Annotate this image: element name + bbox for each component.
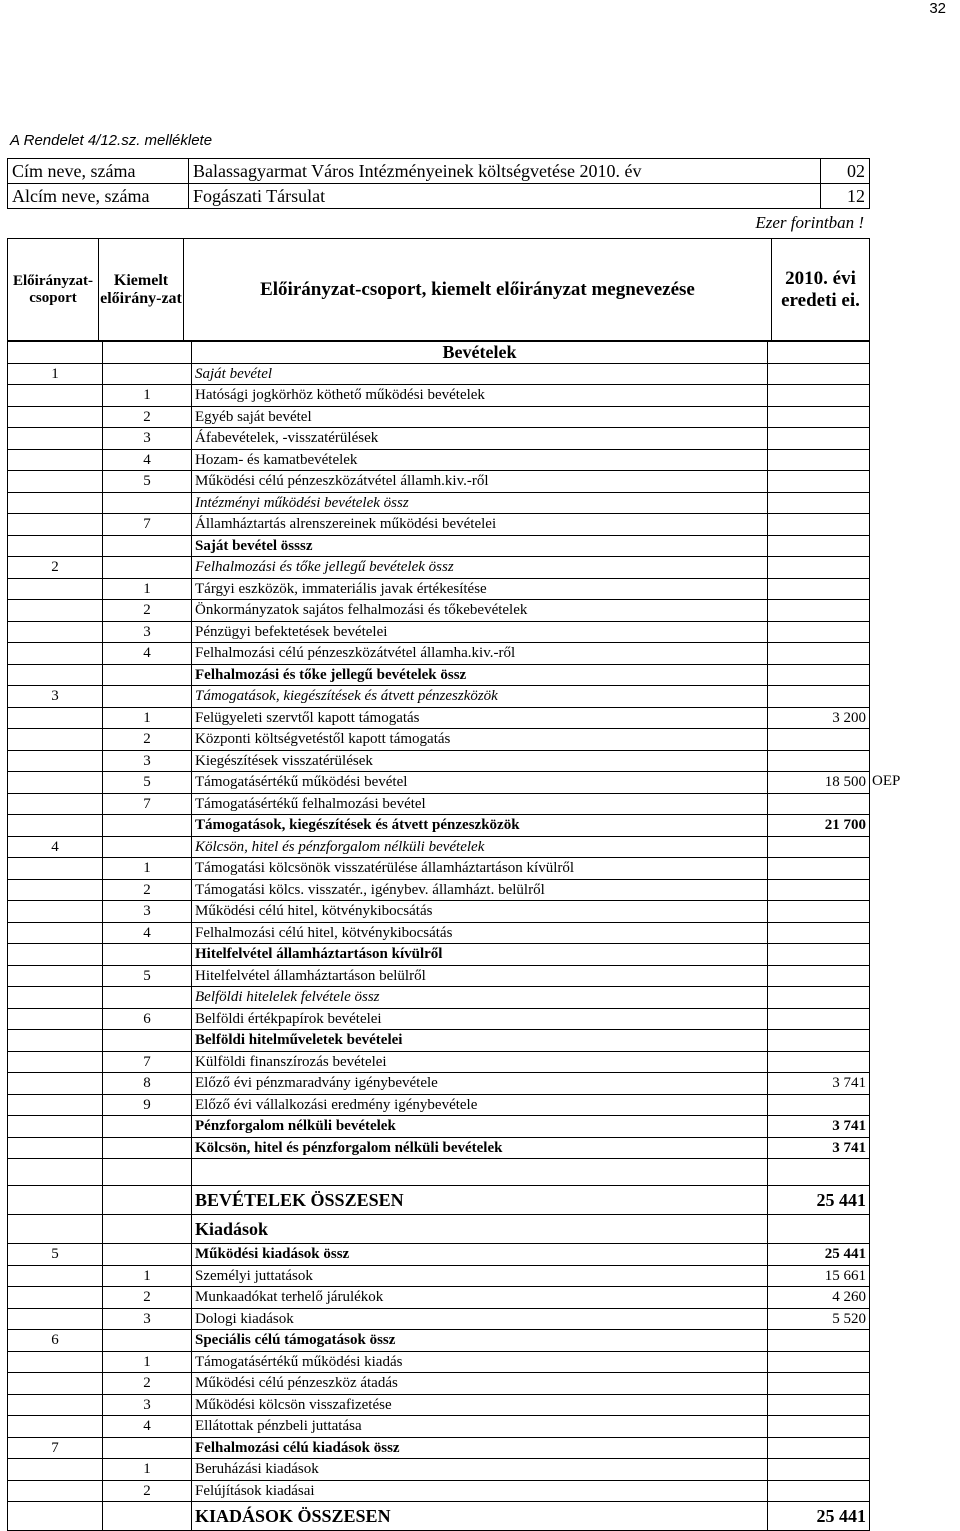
amount-cell: 15 661 [768,1265,870,1287]
name-cell: Működési kölcsön visszafizetése [192,1394,768,1416]
amount-cell [768,1416,870,1438]
group-cell [8,1308,103,1330]
group-cell [8,944,103,966]
group-cell [8,449,103,471]
table-row [8,987,870,1009]
group-cell [8,858,103,880]
highlighted-cell [103,836,192,858]
group-cell [8,578,103,600]
name-cell: Tárgyi eszközök, immateriális javak értékesítése [192,578,768,600]
name-cell: Hitelfelvétel államháztartáson belülről [192,965,768,987]
amount-cell [768,1394,870,1416]
amount-cell [768,987,870,1009]
group-cell: 4 [8,836,103,858]
name-cell: Saját bevétel [192,363,768,385]
name-cell: Felújítások kiadásai [192,1480,768,1502]
highlighted-cell: 7 [103,514,192,536]
group-cell [8,1265,103,1287]
highlighted-cell: 1 [103,578,192,600]
amount-cell [768,492,870,514]
table-row [8,1116,870,1138]
table-row [8,879,870,901]
group-cell [8,1008,103,1030]
group-cell [8,729,103,751]
header-row-subtitle [8,184,870,209]
column-header-highlighted: Kiemelt előirány-zat [99,239,184,341]
name-cell: Áfabevételek, -visszatérülések [192,428,768,450]
group-cell [8,793,103,815]
budget-table [7,341,870,1531]
amount-cell [768,449,870,471]
amount-cell [768,1459,870,1481]
name-cell: Pénzügyi befektetések bevételei [192,621,768,643]
highlighted-cell [103,1215,192,1244]
highlighted-cell: 3 [103,750,192,772]
highlighted-cell: 7 [103,793,192,815]
highlighted-cell [103,1030,192,1052]
highlighted-cell: 4 [103,449,192,471]
name-cell: Belföldi értékpapírok bevételei [192,1008,768,1030]
highlighted-cell: 2 [103,879,192,901]
group-cell: 2 [8,557,103,579]
name-cell [192,1159,768,1186]
amount-cell [768,729,870,751]
name-cell: Egyéb saját bevétel [192,406,768,428]
table-row [8,557,870,579]
amount-cell [768,1437,870,1459]
name-cell: Speciális célú támogatások össz [192,1330,768,1352]
amount-cell [768,1215,870,1244]
table-row [8,1265,870,1287]
amount-cell [768,1030,870,1052]
column-header [7,238,870,341]
amount-cell [768,1159,870,1186]
table-row [8,1159,870,1186]
group-cell [8,621,103,643]
group-cell [8,492,103,514]
amount-cell [768,965,870,987]
group-cell [8,1030,103,1052]
header-row-title [8,159,870,184]
column-header-name: Előirányzat-csoport, kiemelt előirányzat megnevezése [184,239,772,341]
highlighted-cell: 3 [103,1394,192,1416]
highlighted-cell: 4 [103,1416,192,1438]
name-cell: KIADÁSOK ÖSSZESEN [192,1502,768,1531]
amount-cell [768,944,870,966]
amount-cell [768,557,870,579]
name-cell: Belföldi hitelműveletek bevételei [192,1030,768,1052]
group-cell [8,1094,103,1116]
highlighted-cell: 2 [103,600,192,622]
table-row [8,621,870,643]
highlighted-cell [103,1137,192,1159]
group-cell [8,535,103,557]
table-row [8,342,870,364]
name-cell: Támogatások, kiegészítések és átvett pénzeszközök [192,815,768,837]
highlighted-cell: 5 [103,772,192,794]
amount-cell [768,535,870,557]
group-cell [8,385,103,407]
name-cell: Felhalmozási célú hitel, kötvénykibocsátás [192,922,768,944]
highlighted-cell [103,815,192,837]
table-row [8,1416,870,1438]
amount-cell [768,1373,870,1395]
amount-cell [768,514,870,536]
highlighted-cell [103,492,192,514]
group-cell: 7 [8,1437,103,1459]
table-row [8,1287,870,1309]
highlighted-cell [103,686,192,708]
highlighted-cell [103,987,192,1009]
group-cell [8,471,103,493]
group-cell [8,664,103,686]
group-cell [8,428,103,450]
name-cell: Hozam- és kamatbevételek [192,449,768,471]
group-cell: 3 [8,686,103,708]
name-cell: Beruházási kiadások [192,1459,768,1481]
group-cell [8,1159,103,1186]
table-row [8,535,870,557]
highlighted-cell [103,1330,192,1352]
name-cell: Előző évi pénzmaradvány igénybevétele [192,1073,768,1095]
name-cell: Hatósági jogkörhöz köthető működési bevételek [192,385,768,407]
amount-cell [768,1051,870,1073]
amount-cell: 25 441 [768,1244,870,1266]
highlighted-cell: 7 [103,1051,192,1073]
table-row [8,600,870,622]
table-row [8,1480,870,1502]
group-cell [8,879,103,901]
header-code: 12 [821,184,870,209]
name-cell: BEVÉTELEK ÖSSZESEN [192,1186,768,1215]
name-cell: Támogatások, kiegészítések és átvett pénzeszközök [192,686,768,708]
table-row [8,793,870,815]
highlighted-cell: 3 [103,621,192,643]
row-note: OEP [872,772,901,789]
column-header-group: Előirányzat-csoport [8,239,99,341]
amount-cell [768,1094,870,1116]
name-cell: Működési célú hitel, kötvénykibocsátás [192,901,768,923]
name-cell: Működési célú pénzeszközátvétel államh.kiv.-ről [192,471,768,493]
highlighted-cell [103,557,192,579]
table-row [8,858,870,880]
name-cell: Támogatási kölcs. visszatér., igénybev. államházt. belülről [192,879,768,901]
group-cell [8,1416,103,1438]
table-row [8,1308,870,1330]
amount-cell [768,428,870,450]
amount-cell [768,1351,870,1373]
highlighted-cell: 6 [103,1008,192,1030]
highlighted-cell: 1 [103,385,192,407]
table-row [8,1051,870,1073]
amount-cell: 3 741 [768,1073,870,1095]
table-row [8,643,870,665]
table-row [8,471,870,493]
name-cell: Felhalmozási célú pénzeszközátvétel államha.kiv.-ről [192,643,768,665]
highlighted-cell: 2 [103,1480,192,1502]
table-row [8,1244,870,1266]
document-subtitle: A Rendelet 4/12.sz. melléklete [10,132,213,149]
name-cell: Működési kiadások össz [192,1244,768,1266]
name-cell: Felügyeleti szervtől kapott támogatás [192,707,768,729]
name-cell: Támogatási kölcsönök visszatérülése államháztartáson kívülről [192,858,768,880]
name-cell: Belföldi hitelelek felvétele össz [192,987,768,1009]
highlighted-cell: 3 [103,901,192,923]
highlighted-cell [103,363,192,385]
amount-cell [768,342,870,364]
name-cell: Saját bevétel össsz [192,535,768,557]
name-cell: Intézményi működési bevételek össz [192,492,768,514]
table-row [8,1351,870,1373]
table-row [8,1008,870,1030]
highlighted-cell: 9 [103,1094,192,1116]
table-row [8,836,870,858]
highlighted-cell: 1 [103,1265,192,1287]
name-cell: Kiadások [192,1215,768,1244]
name-cell: Dologi kiadások [192,1308,768,1330]
amount-cell [768,664,870,686]
highlighted-cell: 2 [103,729,192,751]
table-row [8,686,870,708]
group-cell [8,1502,103,1531]
highlighted-cell: 1 [103,858,192,880]
highlighted-cell [103,944,192,966]
name-cell: Támogatásértékű működési bevétel [192,772,768,794]
amount-cell: 3 741 [768,1137,870,1159]
amount-cell: 3 741 [768,1116,870,1138]
amount-cell [768,643,870,665]
header-value: Fogászati Társulat [189,184,821,209]
amount-cell [768,600,870,622]
group-cell [8,406,103,428]
table-row [8,1094,870,1116]
table-row [8,1437,870,1459]
table-row [8,449,870,471]
group-cell [8,987,103,1009]
group-cell [8,514,103,536]
amount-cell [768,1330,870,1352]
table-row [8,1373,870,1395]
table-row [8,514,870,536]
table-row [8,944,870,966]
amount-cell [768,471,870,493]
amount-cell [768,385,870,407]
amount-cell [768,363,870,385]
highlighted-cell [103,535,192,557]
amount-cell [768,621,870,643]
group-cell [8,1073,103,1095]
amount-cell [768,1008,870,1030]
amount-cell: 4 260 [768,1287,870,1309]
header-label: Alcím neve, száma [8,184,189,209]
table-row [8,406,870,428]
name-cell: Támogatásértékű felhalmozási bevétel [192,793,768,815]
table-row [8,664,870,686]
group-cell [8,1287,103,1309]
group-cell [8,1373,103,1395]
highlighted-cell [103,1159,192,1186]
name-cell: Személyi juttatások [192,1265,768,1287]
name-cell: Kiegészítések visszatérülések [192,750,768,772]
highlighted-cell: 1 [103,1459,192,1481]
highlighted-cell: 3 [103,1308,192,1330]
highlighted-cell: 1 [103,1351,192,1373]
table-row [8,428,870,450]
group-cell [8,643,103,665]
group-cell [8,1480,103,1502]
table-row [8,729,870,751]
highlighted-cell [103,1437,192,1459]
unit-label: Ezer forintban ! [755,213,864,232]
amount-cell [768,793,870,815]
highlighted-cell: 2 [103,1287,192,1309]
group-cell [8,707,103,729]
table-row [8,1394,870,1416]
name-cell: Felhalmozási célú kiadások össz [192,1437,768,1459]
highlighted-cell [103,1244,192,1266]
group-cell: 6 [8,1330,103,1352]
header-label: Cím neve, száma [8,159,189,184]
header-code: 02 [821,159,870,184]
highlighted-cell: 5 [103,965,192,987]
table-row [8,363,870,385]
table-row [8,1502,870,1531]
group-cell [8,750,103,772]
table-row [8,1215,870,1244]
amount-cell [768,750,870,772]
highlighted-cell [103,664,192,686]
highlighted-cell: 4 [103,922,192,944]
name-cell: Támogatásértékű működési kiadás [192,1351,768,1373]
amount-cell [768,922,870,944]
group-cell [8,965,103,987]
group-cell [8,1186,103,1215]
name-cell: Bevételek [192,342,768,364]
name-cell: Ellátottak pénzbeli juttatása [192,1416,768,1438]
highlighted-cell: 2 [103,406,192,428]
table-row [8,750,870,772]
table-row [8,965,870,987]
group-cell [8,1459,103,1481]
highlighted-cell: 1 [103,707,192,729]
name-cell: Kölcsön, hitel és pénzforgalom nélküli bevételek [192,836,768,858]
table-row [8,1030,870,1052]
name-cell: Előző évi vállalkozási eredmény igénybevétele [192,1094,768,1116]
name-cell: Kölcsön, hitel és pénzforgalom nélküli bevételek [192,1137,768,1159]
table-row [8,901,870,923]
table-row [8,1330,870,1352]
amount-cell: 3 200 [768,707,870,729]
amount-cell [768,578,870,600]
name-cell: Külföldi finanszírozás bevételei [192,1051,768,1073]
table-row [8,707,870,729]
name-cell: Munkaadókat terhelő járulékok [192,1287,768,1309]
table-row [8,1137,870,1159]
amount-cell: 25 441 [768,1186,870,1215]
amount-cell [768,686,870,708]
table-row [8,385,870,407]
highlighted-cell: 4 [103,643,192,665]
header-table [7,158,870,209]
table-row [8,772,870,794]
amount-cell: 25 441 [768,1502,870,1531]
amount-cell: 5 520 [768,1308,870,1330]
group-cell [8,1116,103,1138]
group-cell: 5 [8,1244,103,1266]
name-cell: Hitelfelvétel államháztartáson kívülről [192,944,768,966]
table-row [8,922,870,944]
group-cell [8,922,103,944]
amount-cell [768,406,870,428]
amount-cell [768,858,870,880]
highlighted-cell: 2 [103,1373,192,1395]
name-cell: Központi költségvetéstől kapott támogatás [192,729,768,751]
highlighted-cell: 5 [103,471,192,493]
name-cell: Önkormányzatok sajátos felhalmozási és tőkebevételek [192,600,768,622]
table-row [8,1459,870,1481]
table-row [8,1186,870,1215]
group-cell [8,1394,103,1416]
name-cell: Felhalmozási és tőke jellegű bevételek össz [192,664,768,686]
table-row [8,815,870,837]
name-cell: Működési célú pénzeszköz átadás [192,1373,768,1395]
amount-cell [768,879,870,901]
highlighted-cell [103,1502,192,1531]
amount-cell: 18 500 [768,772,870,794]
group-cell [8,342,103,364]
group-cell: 1 [8,363,103,385]
budget-rows [8,342,870,1531]
page-number: 32 [929,0,946,17]
highlighted-cell [103,1116,192,1138]
highlighted-cell: 8 [103,1073,192,1095]
header-value: Balassagyarmat Város Intézményeinek költségvetése 2010. év [189,159,821,184]
group-cell [8,1351,103,1373]
group-cell [8,1137,103,1159]
group-cell [8,772,103,794]
amount-cell: 21 700 [768,815,870,837]
amount-cell [768,836,870,858]
group-cell [8,600,103,622]
name-cell: Pénzforgalom nélküli bevételek [192,1116,768,1138]
name-cell: Felhalmozási és tőke jellegű bevételek össz [192,557,768,579]
highlighted-cell: 3 [103,428,192,450]
group-cell [8,815,103,837]
amount-cell [768,1480,870,1502]
name-cell: Államháztartás alrenszereinek működési bevételei [192,514,768,536]
table-row [8,1073,870,1095]
table-row [8,578,870,600]
group-cell [8,1051,103,1073]
group-cell [8,1215,103,1244]
column-header-amount: 2010. évi eredeti ei. [772,239,870,341]
amount-cell [768,901,870,923]
highlighted-cell [103,342,192,364]
table-row [8,492,870,514]
highlighted-cell [103,1186,192,1215]
group-cell [8,901,103,923]
